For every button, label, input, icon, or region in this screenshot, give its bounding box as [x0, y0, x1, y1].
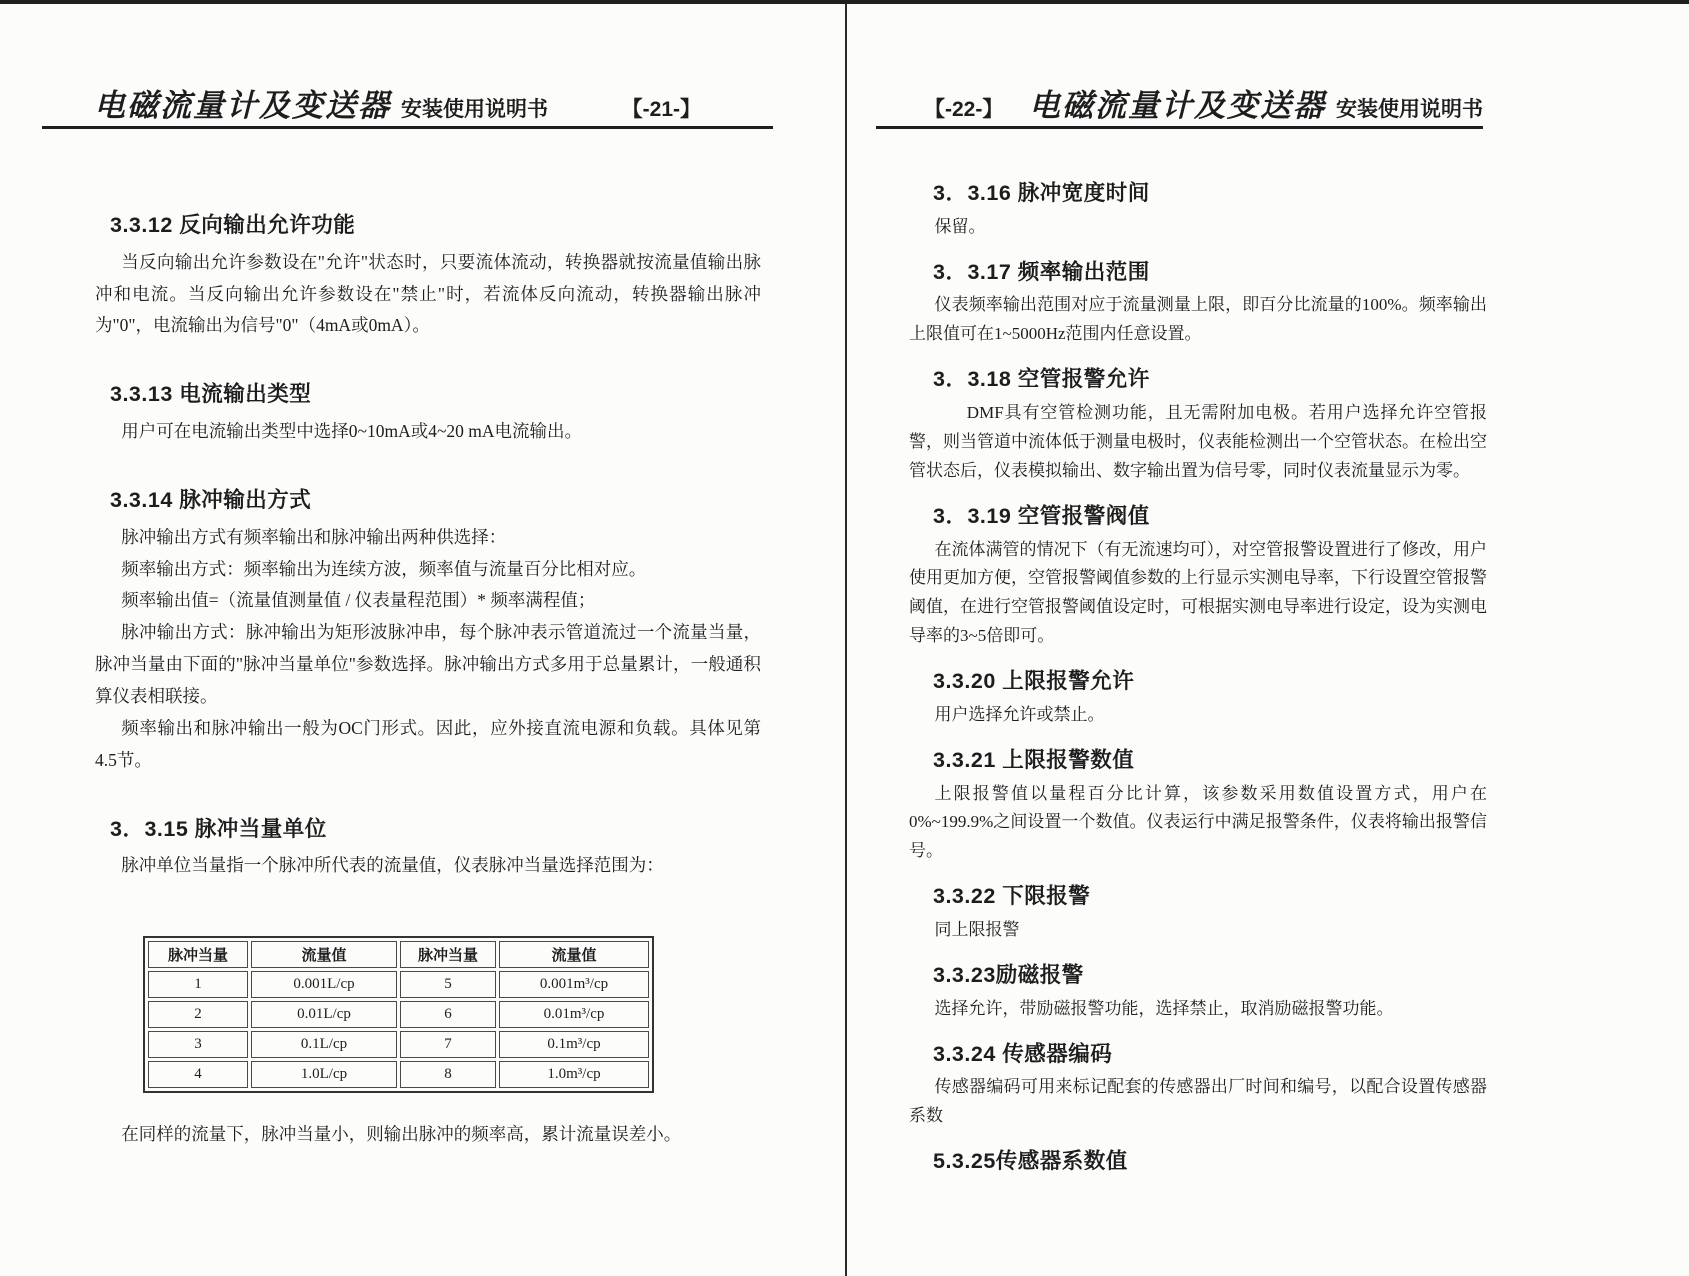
paragraph: DMF具有空管检测功能，且无需附加电极。若用户选择允许空管报警，则当管道中流体低于测量电极时，仪表能检测出一个空管状态。在检出空管状态后，仪表模拟输出、数字输出置为信号零，同时仪表流量显示为零。: [909, 403, 1487, 480]
section-heading: 3.3.24 传感器编码: [933, 1041, 1113, 1066]
page-22: [847, 4, 1689, 1276]
table-cell: 0.1m³/cp: [499, 1031, 649, 1058]
section-3-3-20: [909, 669, 1487, 730]
paragraph: 脉冲单位当量指一个脉冲所代表的流量值，仪表脉冲当量选择范围为：: [121, 855, 664, 876]
paragraph: 上限报警值以量程百分比计算，该参数采用数值设置方式，用户在0%~199.9%之间设置一个数值。仪表运行中满足报警条件，仪表将输出报警信号。: [909, 783, 1487, 861]
paragraph: 同上限报警: [934, 920, 1020, 940]
section-3-3-22: [909, 884, 1487, 945]
table-cell: 0.1L/cp: [251, 1031, 397, 1058]
table-cell: 8: [400, 1061, 496, 1088]
pulse-equivalent-table: [143, 936, 654, 1093]
section-3-3-21: [909, 748, 1487, 866]
table-note: 在同样的流量下，脉冲当量小，则输出脉冲的频率高，累计流量误差小。: [121, 1124, 682, 1145]
paragraph: 保留。: [934, 216, 986, 236]
paragraph: 仪表频率输出范围对应于流量测量上限，即百分比流量的100%。频率输出上限值可在1~5000Hz范围内任意设置。: [909, 295, 1487, 344]
table-header-row: [148, 941, 649, 968]
section-heading: 3．3.18 空管报警允许: [933, 367, 1150, 392]
page-22-content: [909, 181, 1487, 1175]
table-header-cell: 流量值: [499, 941, 649, 968]
page-number-left: 【-21-】: [621, 97, 701, 121]
paragraph: 用户可在电流输出类型中选择0~10mA或4~20 mA电流输出。: [121, 421, 583, 442]
paragraph: 频率输出值=（流量值测量值 / 仪表量程范围）* 频率满程值；: [121, 590, 596, 611]
paragraph: 当反向输出允许参数设在"允许"状态时，只要流体流动，转换器就按流量值输出脉冲和电流。当反向输出允许参数设在"禁止"时，若流体反向流动，转换器输出脉冲为"0"，电流输出为信号"0"（4mA或0mA）。: [95, 251, 761, 336]
section-heading: 3.3.20 上限报警允许: [933, 669, 1135, 694]
section-heading: 3.3.22 下限报警: [933, 884, 1091, 909]
table-cell: 7: [400, 1031, 496, 1058]
manual-subtitle: 安装使用说明书: [401, 97, 548, 121]
section-heading: 3.3.21 上限报警数值: [933, 747, 1135, 772]
table-cell: 0.001L/cp: [251, 971, 397, 998]
table-cell: 1.0L/cp: [251, 1061, 397, 1088]
page-header-left: [42, 90, 773, 129]
table-cell: 6: [400, 1001, 496, 1028]
manual-title: 电磁流量计及变送器: [1029, 88, 1326, 123]
section-3-3-14: [95, 488, 761, 777]
paragraph: 传感器编码可用来标记配套的传感器出厂时间和编号，以配合设置传感器系数: [909, 1077, 1487, 1126]
table-cell: 0.01m³/cp: [499, 1001, 649, 1028]
section-heading: 3.3.13 电流输出类型: [110, 382, 312, 407]
paragraph: 频率输出方式：频率输出为连续方波，频率值与流量百分比相对应。: [121, 558, 647, 579]
section-3-3-12: [95, 213, 761, 342]
table-header-cell: 流量值: [251, 941, 397, 968]
section-3-3-13: [95, 382, 761, 448]
table-row: [148, 1001, 649, 1028]
page-header-right: [876, 90, 1483, 129]
page-21-content: [95, 213, 761, 1151]
section-3-3-19: [909, 504, 1487, 651]
header-title-group: [1029, 90, 1483, 121]
table-row: [148, 971, 649, 998]
table-cell: 0.001m³/cp: [499, 971, 649, 998]
table-cell: 0.01L/cp: [251, 1001, 397, 1028]
paragraph: 选择允许，带励磁报警功能，选择禁止，取消励磁报警功能。: [934, 998, 1394, 1018]
section-heading: 3．3.15 脉冲当量单位: [110, 816, 327, 841]
section-3-3-15: [95, 817, 761, 883]
section-3-3-24: [909, 1042, 1487, 1132]
section-3-3-23: [909, 963, 1487, 1024]
section-3-3-17: [909, 260, 1487, 350]
section-heading: 3．3.19 空管报警阀值: [933, 503, 1150, 528]
table-cell: 5: [400, 971, 496, 998]
manual-title: 电磁流量计及变送器: [94, 88, 391, 123]
section-heading: 3.3.14 脉冲输出方式: [110, 487, 312, 512]
page-number-right: 【-22-】: [924, 97, 1004, 121]
section-heading: 5.3.25传感器系数值: [933, 1149, 1128, 1174]
section-heading: 3.3.23励磁报警: [933, 962, 1084, 987]
table-cell: 1.0m³/cp: [499, 1061, 649, 1088]
paragraph: 在流体满管的情况下（有无流速均可），对空管报警设置进行了修改，用户使用更加方便，空管报警阈值参数的上行显示实测电导率，下行设置空管报警阈值，在进行空管报警阈值设定时，可根据实测电导率进行设定，设为实测电导率的3~5倍即可。: [909, 539, 1487, 646]
paragraph: 脉冲输出方式有频率输出和脉冲输出两种供选择：: [121, 526, 507, 547]
table-cell: 3: [148, 1031, 248, 1058]
section-heading: 3．3.17 频率输出范围: [933, 259, 1150, 284]
table-cell: 1: [148, 971, 248, 998]
section-3-3-18: [909, 367, 1487, 485]
section-5-3-25: [909, 1149, 1487, 1175]
section-heading: 3.3.12 反向输出允许功能: [110, 213, 356, 237]
table-cell: 4: [148, 1061, 248, 1088]
section-3-3-16: [909, 181, 1487, 242]
paragraph: 频率输出和脉冲输出一般为OC门形式。因此，应外接直流电源和负载。具体见第4.5节。: [95, 717, 761, 770]
table-row: [148, 1031, 649, 1058]
page-21: [0, 4, 847, 1276]
paragraph: 脉冲输出方式：脉冲输出为矩形波脉冲串，每个脉冲表示管道流过一个流量当量，脉冲当量由下面的"脉冲当量单位"参数选择。脉冲输出方式多用于总量累计，一般通积算仪表相联接。: [95, 622, 761, 706]
manual-subtitle: 安装使用说明书: [1336, 97, 1483, 121]
table-header-cell: 脉冲当量: [148, 941, 248, 968]
section-heading: 3．3.16 脉冲宽度时间: [933, 181, 1150, 205]
table-row: [148, 1061, 649, 1088]
table-cell: 2: [148, 1001, 248, 1028]
paragraph: 用户选择允许或禁止。: [934, 704, 1105, 724]
table-header-cell: 脉冲当量: [400, 941, 496, 968]
